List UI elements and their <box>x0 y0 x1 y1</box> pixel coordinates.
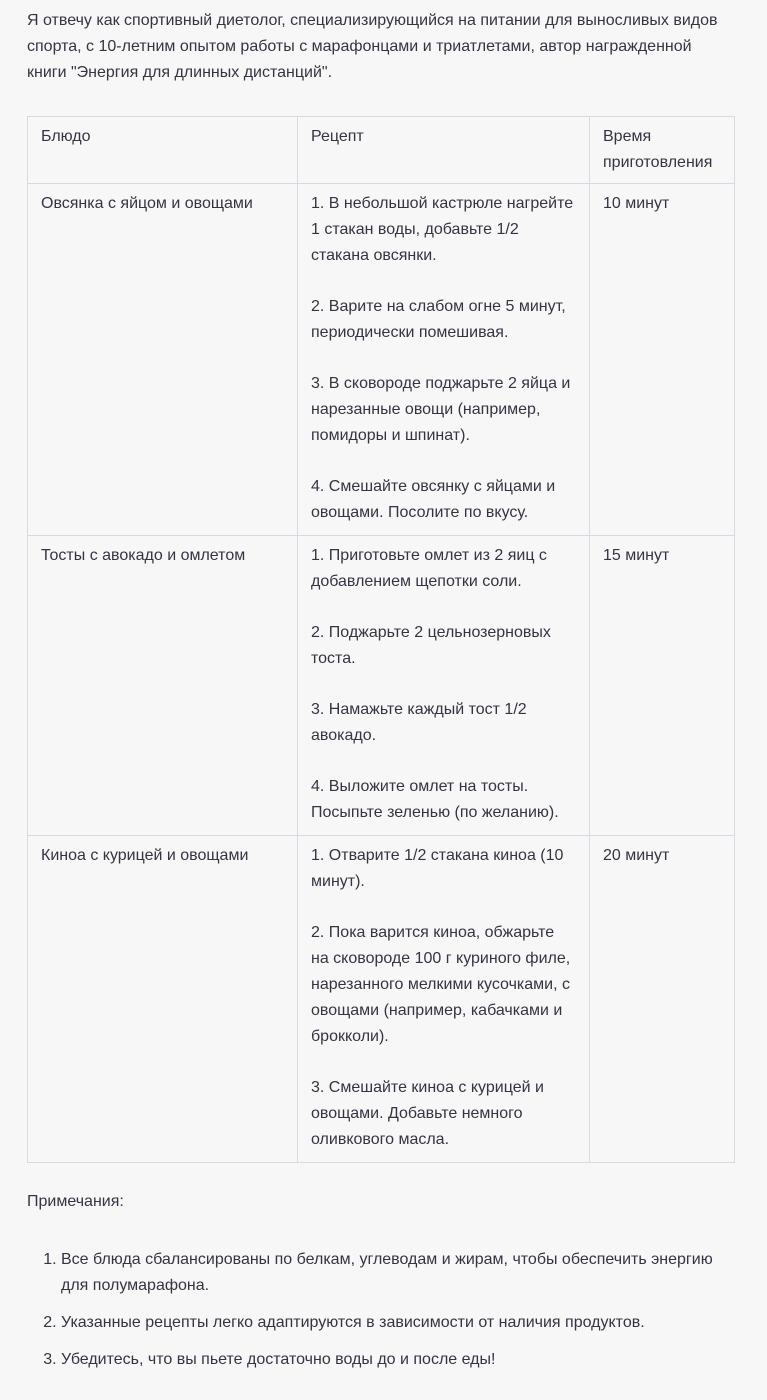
table-row <box>28 536 735 836</box>
recipe-step: 3. В сковороде поджарьте 2 яйца и нарезанные овощи (например, помидоры и шпинат). <box>311 375 571 444</box>
dish-cell: Овсянка с яйцом и овощами <box>28 184 298 536</box>
recipe-step: 2. Варите на слабом огне 5 минут, периодически помешивая. <box>311 298 566 341</box>
header-dish: Блюдо <box>28 117 298 184</box>
table-header-row <box>28 117 735 184</box>
header-recipe: Рецепт <box>298 117 590 184</box>
notes-list <box>27 1247 734 1373</box>
recipe-step: 4. Смешайте овсянку с яйцами и овощами. Посолите по вкусу. <box>311 478 556 521</box>
table-row <box>28 836 735 1163</box>
time-cell: 15 минут <box>590 536 735 836</box>
time-cell: 10 минут <box>590 184 735 536</box>
recipe-step: 1. Отварите 1/2 стакана киноа (10 минут). <box>311 847 564 890</box>
recipe-step: 2. Пока варится киноа, обжарьте на сковороде 100 г куриного филе, нарезанного мелкими кусочками, с овощами (например, кабачками и брокколи). <box>311 924 571 1045</box>
list-item: 3. Убедитесь, что вы пьете достаточно воды до и после еды! <box>61 1347 734 1373</box>
header-time: Время приготовления <box>590 117 735 184</box>
intro-paragraph: Я отвечу как спортивный диетолог, специализирующийся на питании для выносливых видов спорта, с 10-летним опытом работы с марафонцами и триатлетами, автор награжденной книги "Энергия для длинных дистанций". <box>27 12 718 81</box>
time-cell: 20 минут <box>590 836 735 1163</box>
dish-cell: Тосты с авокадо и омлетом <box>28 536 298 836</box>
dish-cell: Киноа с курицей и овощами <box>28 836 298 1163</box>
recipe-step: 1. Приготовьте омлет из 2 яиц с добавлением щепотки соли. <box>311 547 547 590</box>
recipes-table <box>27 116 735 1163</box>
recipe-step: 3. Смешайте киноа с курицей и овощами. Добавьте немного оливкового масла. <box>311 1079 544 1148</box>
table-row <box>28 184 735 536</box>
recipe-step: 4. Выложите омлет на тосты. Посыпьте зеленью (по желанию). <box>311 778 559 821</box>
recipe-cell <box>298 536 590 836</box>
recipe-step: 3. Намажьте каждый тост 1/2 авокадо. <box>311 701 527 744</box>
notes-label: Примечания: <box>27 1193 124 1210</box>
response-content <box>27 8 734 1373</box>
recipe-cell <box>298 184 590 536</box>
recipe-cell <box>298 836 590 1163</box>
list-item: 1. Все блюда сбалансированы по белкам, углеводам и жирам, чтобы обеспечить энергию для полумарафона. <box>61 1247 734 1299</box>
list-item: 2. Указанные рецепты легко адаптируются в зависимости от наличия продуктов. <box>61 1310 734 1336</box>
recipe-step: 2. Поджарьте 2 цельнозерновых тоста. <box>311 624 551 667</box>
recipe-step: 1. В небольшой кастрюле нагрейте 1 стакан воды, добавьте 1/2 стакана овсянки. <box>311 195 574 264</box>
